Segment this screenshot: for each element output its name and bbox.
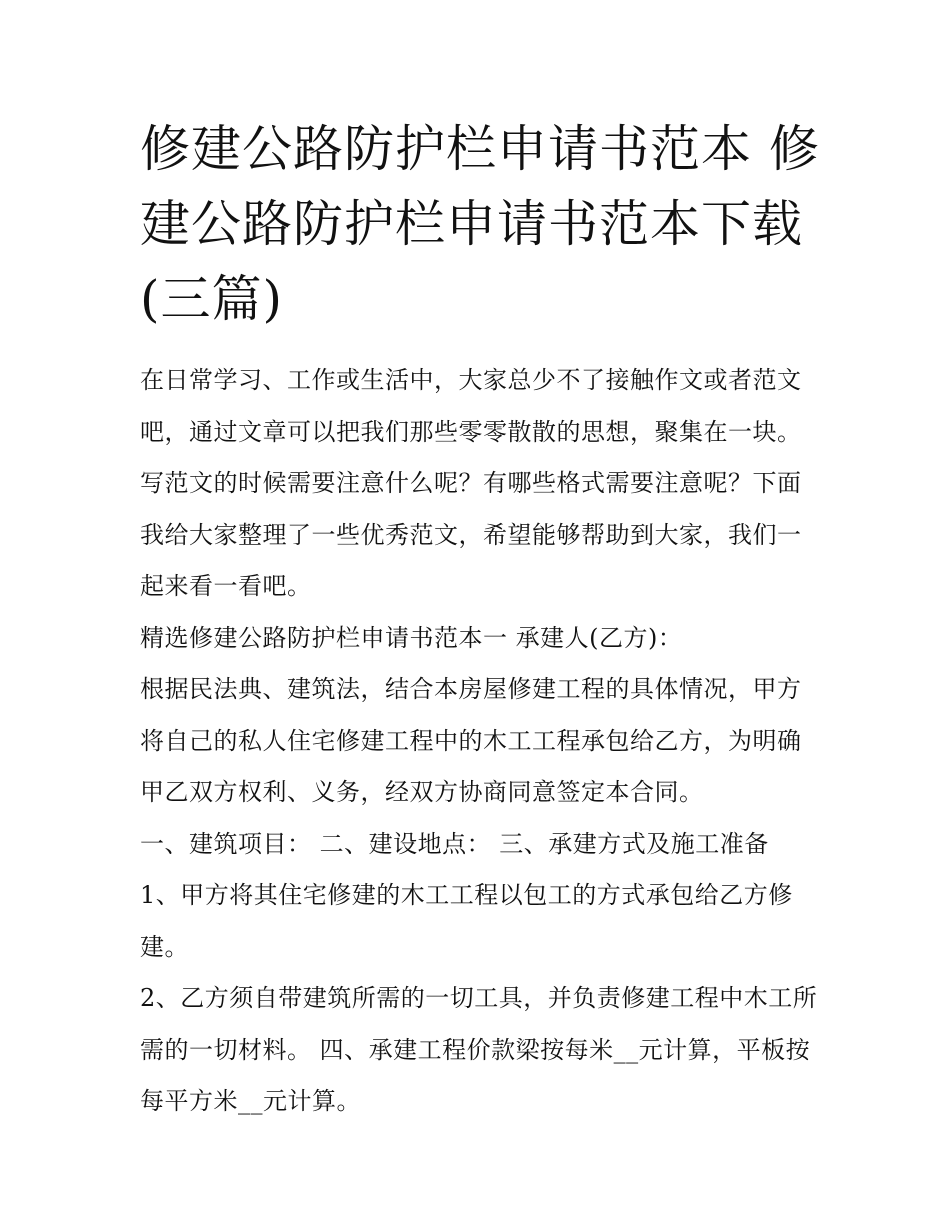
document-page <box>140 112 820 1128</box>
items-line: 一、建筑项目： 二、建设地点： 三、承建方式及施工准备 <box>140 829 769 858</box>
section-heading: 精选修建公路防护栏申请书范本一 承建人(乙方)： <box>140 623 683 652</box>
document-body <box>140 355 820 1128</box>
document-title: 修建公路防护栏申请书范本 修建公路防护栏申请书范本下载(三篇) <box>140 120 820 328</box>
intro-paragraph: 在日常学习、工作或生活中，大家总少不了接触作文或者范文吧，通过文章可以把我们那些零零散散的思想，聚集在一块。写范文的时候需要注意什么呢？有哪些格式需要注意呢？下面我给大家整理了一些优秀范文，希望能够帮助到大家，我们一起来看一看吧。 <box>140 366 802 600</box>
clause-1: 1、甲方将其住宅修建的木工工程以包工的方式承包给乙方修建。 <box>140 881 793 961</box>
clause-2: 2、乙方须自带建筑所需的一切工具，并负责修建工程中木工所需的一切材料。 四、承建工程价款梁按每米__元计算，平板按每平方米__元计算。 <box>140 984 818 1115</box>
contract-paragraph: 根据民法典、建筑法，结合本房屋修建工程的具体情况，甲方将自己的私人住宅修建工程中的木工工程承包给乙方，为明确甲乙双方权利、义务，经双方协商同意签定本合同。 <box>140 675 802 806</box>
